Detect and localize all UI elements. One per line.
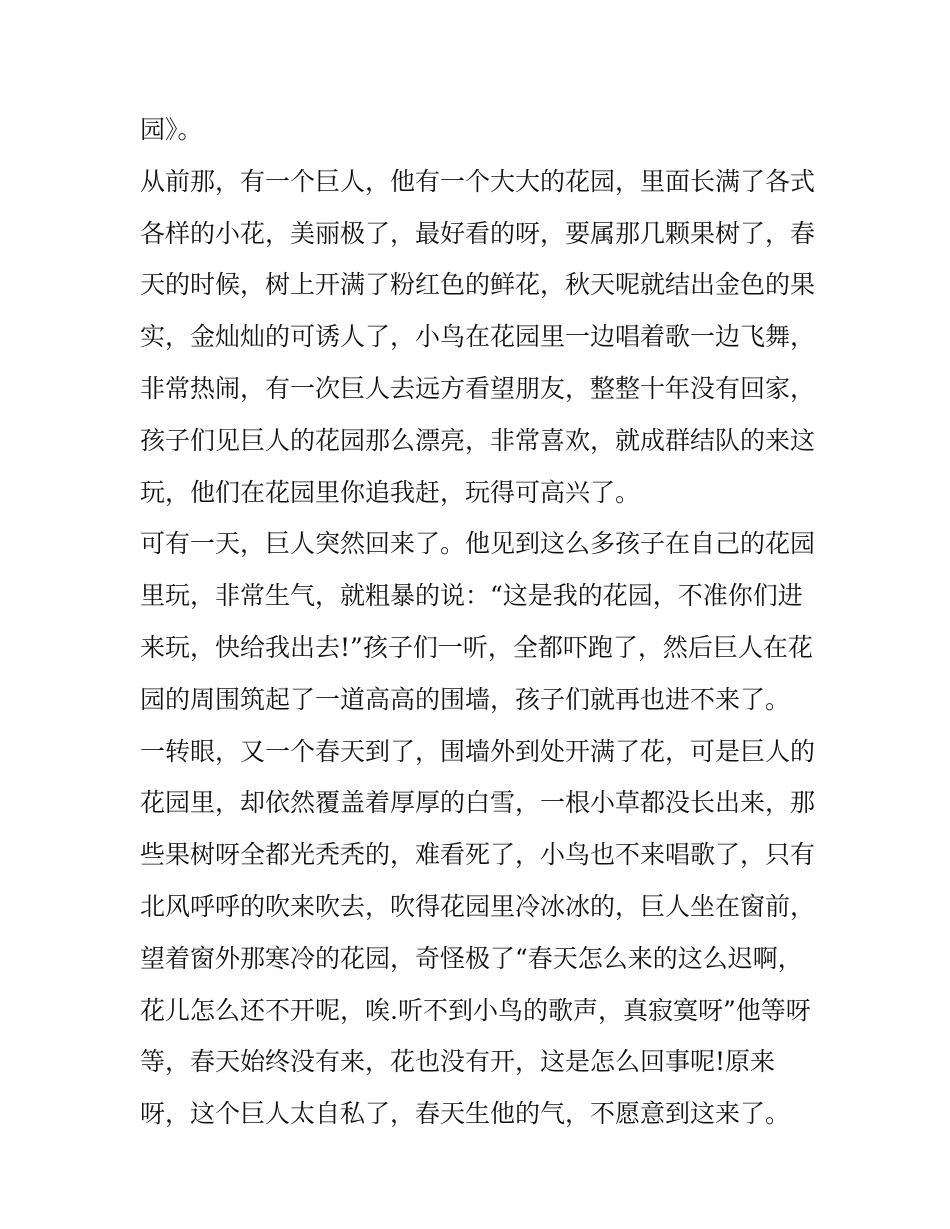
text-line: 一转眼，又一个春天到了，围墙外到处开满了花，可是巨人的 — [140, 736, 816, 766]
document-body — [140, 104, 840, 1140]
text-line: 非常热闹，有一次巨人去远方看望朋友，整整十年没有回家， — [140, 373, 816, 403]
text-line: 望着窗外那寒冷的花园，奇怪极了“春天怎么来的这么迟啊， — [140, 943, 803, 973]
text-line: 玩，他们在花园里你追我赶，玩得可高兴了。 — [140, 477, 641, 507]
text-line: 各样的小花，美丽极了，最好看的呀，要属那几颗果树了，春 — [140, 218, 816, 248]
text-line: 花园里，却依然覆盖着厚厚的白雪，一根小草都没长出来，那 — [140, 788, 816, 818]
text-line: 可有一天，巨人突然回来了。他见到这么多孩子在自己的花园 — [140, 529, 816, 559]
text-line: 孩子们见巨人的花园那么漂亮，非常喜欢，就成群结队的来这 — [140, 425, 816, 455]
text-line: 天的时候，树上开满了粉红色的鲜花，秋天呢就结出金色的果 — [140, 270, 816, 300]
text-line: 些果树呀全都光秃秃的，难看死了，小鸟也不来唱歌了，只有 — [140, 840, 816, 870]
text-line: 来玩，快给我出去!”孩子们一听，全都吓跑了，然后巨人在花 — [140, 632, 813, 662]
text-line: 园》。 — [140, 115, 203, 144]
text-line: 等，春天始终没有来，花也没有开，这是怎么回事呢!原来 — [140, 1047, 776, 1077]
text-line: 里玩，非常生气，就粗暴的说：“这是我的花园，不准你们进 — [140, 581, 803, 611]
text-line: 从前那，有一个巨人，他有一个大大的花园，里面长满了各式 — [140, 166, 816, 196]
text-line: 花儿怎么还不开呢，唉.听不到小鸟的歌声，真寂寞呀”他等呀 — [140, 995, 811, 1025]
text-line: 北风呼呼的吹来吹去，吹得花园里冷冰冰的，巨人坐在窗前， — [140, 891, 816, 921]
text-line: 园的周围筑起了一道高高的围墙，孩子们就再也进不来了。 — [140, 684, 791, 714]
text-line: 呀，这个巨人太自私了，春天生他的气，不愿意到这来了。 — [140, 1099, 791, 1129]
text-line: 实，金灿灿的可诱人了，小鸟在花园里一边唱着歌一边飞舞， — [140, 322, 816, 352]
